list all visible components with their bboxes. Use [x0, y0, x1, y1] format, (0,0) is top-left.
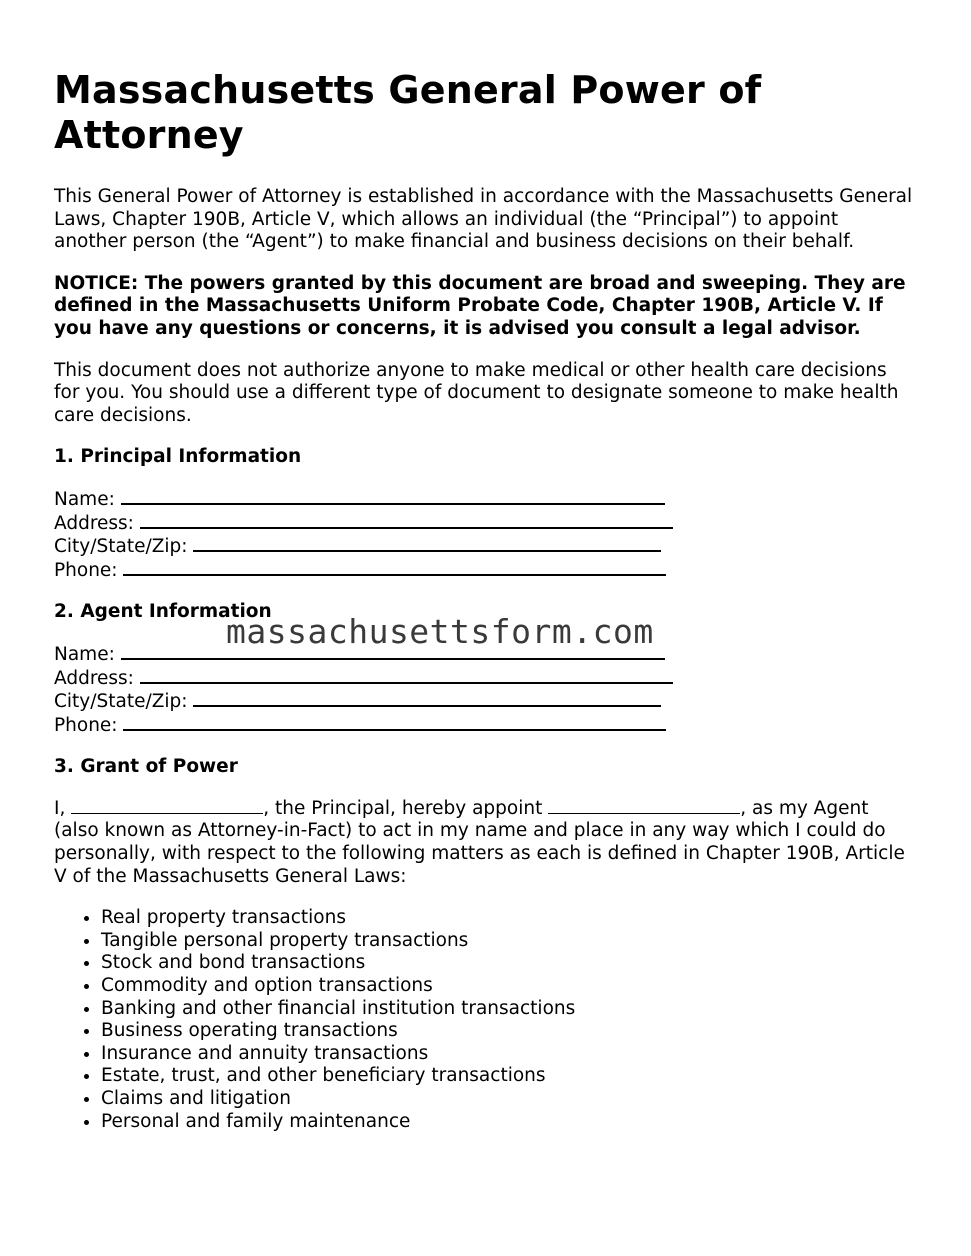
principal-city-label: City/State/Zip: — [54, 536, 188, 558]
agent-name-field[interactable] — [121, 643, 665, 660]
document-page — [54, 68, 914, 1133]
agent-city-field[interactable] — [193, 690, 661, 707]
agent-name-label: Name: — [54, 643, 115, 665]
agent-phone-field[interactable] — [123, 714, 666, 731]
agent-address-field[interactable] — [140, 667, 673, 684]
grant-heading: 3. Grant of Power — [54, 756, 238, 778]
principal-name-field[interactable] — [121, 488, 665, 505]
agent-city-row — [54, 690, 914, 714]
list-item: • Insurance and annuity transactions — [101, 1043, 914, 1066]
agent-fields — [54, 643, 914, 737]
principal-heading: 1. Principal Information — [54, 446, 302, 468]
agent-heading: 2. Agent Information — [54, 601, 272, 623]
agent-address-row — [54, 667, 914, 691]
grant-paragraph — [54, 798, 914, 888]
principal-appoint-field[interactable] — [71, 799, 263, 814]
list-item: • Commodity and option transactions — [101, 975, 914, 998]
agent-address-label: Address: — [54, 667, 134, 689]
watermark-text: massachusettsform.com — [226, 612, 654, 651]
grant-text-end: , as my Agent (also known as Attorney-in-Fact) to act in my name and place in any way which I could do personally, with respect to the following matters as each is defined in Chapter 190B, Article V of the Massachusetts General Laws: — [54, 797, 905, 887]
principal-city-field[interactable] — [193, 535, 661, 552]
list-item: • Business operating transactions — [101, 1020, 914, 1043]
notice-paragraph: NOTICE: The powers granted by this document are broad and sweeping. They are defined in the Massachusetts Uniform Probate Code, Chapter 190B, Article V. If you have any questions or concerns, it is advised you consult a legal advisor. — [54, 272, 906, 339]
principal-city-row — [54, 535, 914, 559]
principal-fields — [54, 488, 914, 582]
agent-appoint-field[interactable] — [548, 799, 740, 814]
principal-name-row — [54, 488, 914, 512]
intro-paragraph: This General Power of Attorney is established in accordance with the Massachusetts General Laws, Chapter 190B, Article V, which allows an individual (the “Principal”) to appoint another person (the “Agent”) to make financial and business decisions on their behalf. — [54, 186, 913, 253]
principal-phone-label: Phone: — [54, 559, 118, 581]
list-item: • Personal and family maintenance — [101, 1111, 914, 1134]
agent-phone-label: Phone: — [54, 714, 118, 736]
list-item: • Tangible personal property transactions — [101, 930, 914, 953]
list-item: • Real property transactions — [101, 907, 914, 930]
list-item: • Banking and other financial institution transactions — [101, 998, 914, 1021]
agent-phone-row — [54, 714, 914, 738]
principal-address-label: Address: — [54, 512, 134, 534]
list-item: • Stock and bond transactions — [101, 952, 914, 975]
principal-phone-field[interactable] — [123, 559, 666, 576]
principal-name-label: Name: — [54, 488, 115, 510]
principal-address-row — [54, 512, 914, 536]
grant-text-mid: , the Principal, hereby appoint — [263, 797, 549, 819]
list-item: • Claims and litigation — [101, 1088, 914, 1111]
list-item: • Estate, trust, and other beneficiary transactions — [101, 1065, 914, 1088]
powers-list — [54, 907, 914, 1133]
grant-text-start: I, — [54, 797, 72, 819]
agent-name-row — [54, 643, 914, 667]
health-care-notice: This document does not authorize anyone to make medical or other health care decisions for you. You should use a different type of document to designate someone to make health care decisions. — [54, 359, 899, 426]
agent-city-label: City/State/Zip: — [54, 691, 188, 713]
principal-phone-row — [54, 559, 914, 583]
principal-address-field[interactable] — [140, 512, 673, 529]
document-title: Massachusetts General Power of Attorney — [54, 68, 762, 157]
